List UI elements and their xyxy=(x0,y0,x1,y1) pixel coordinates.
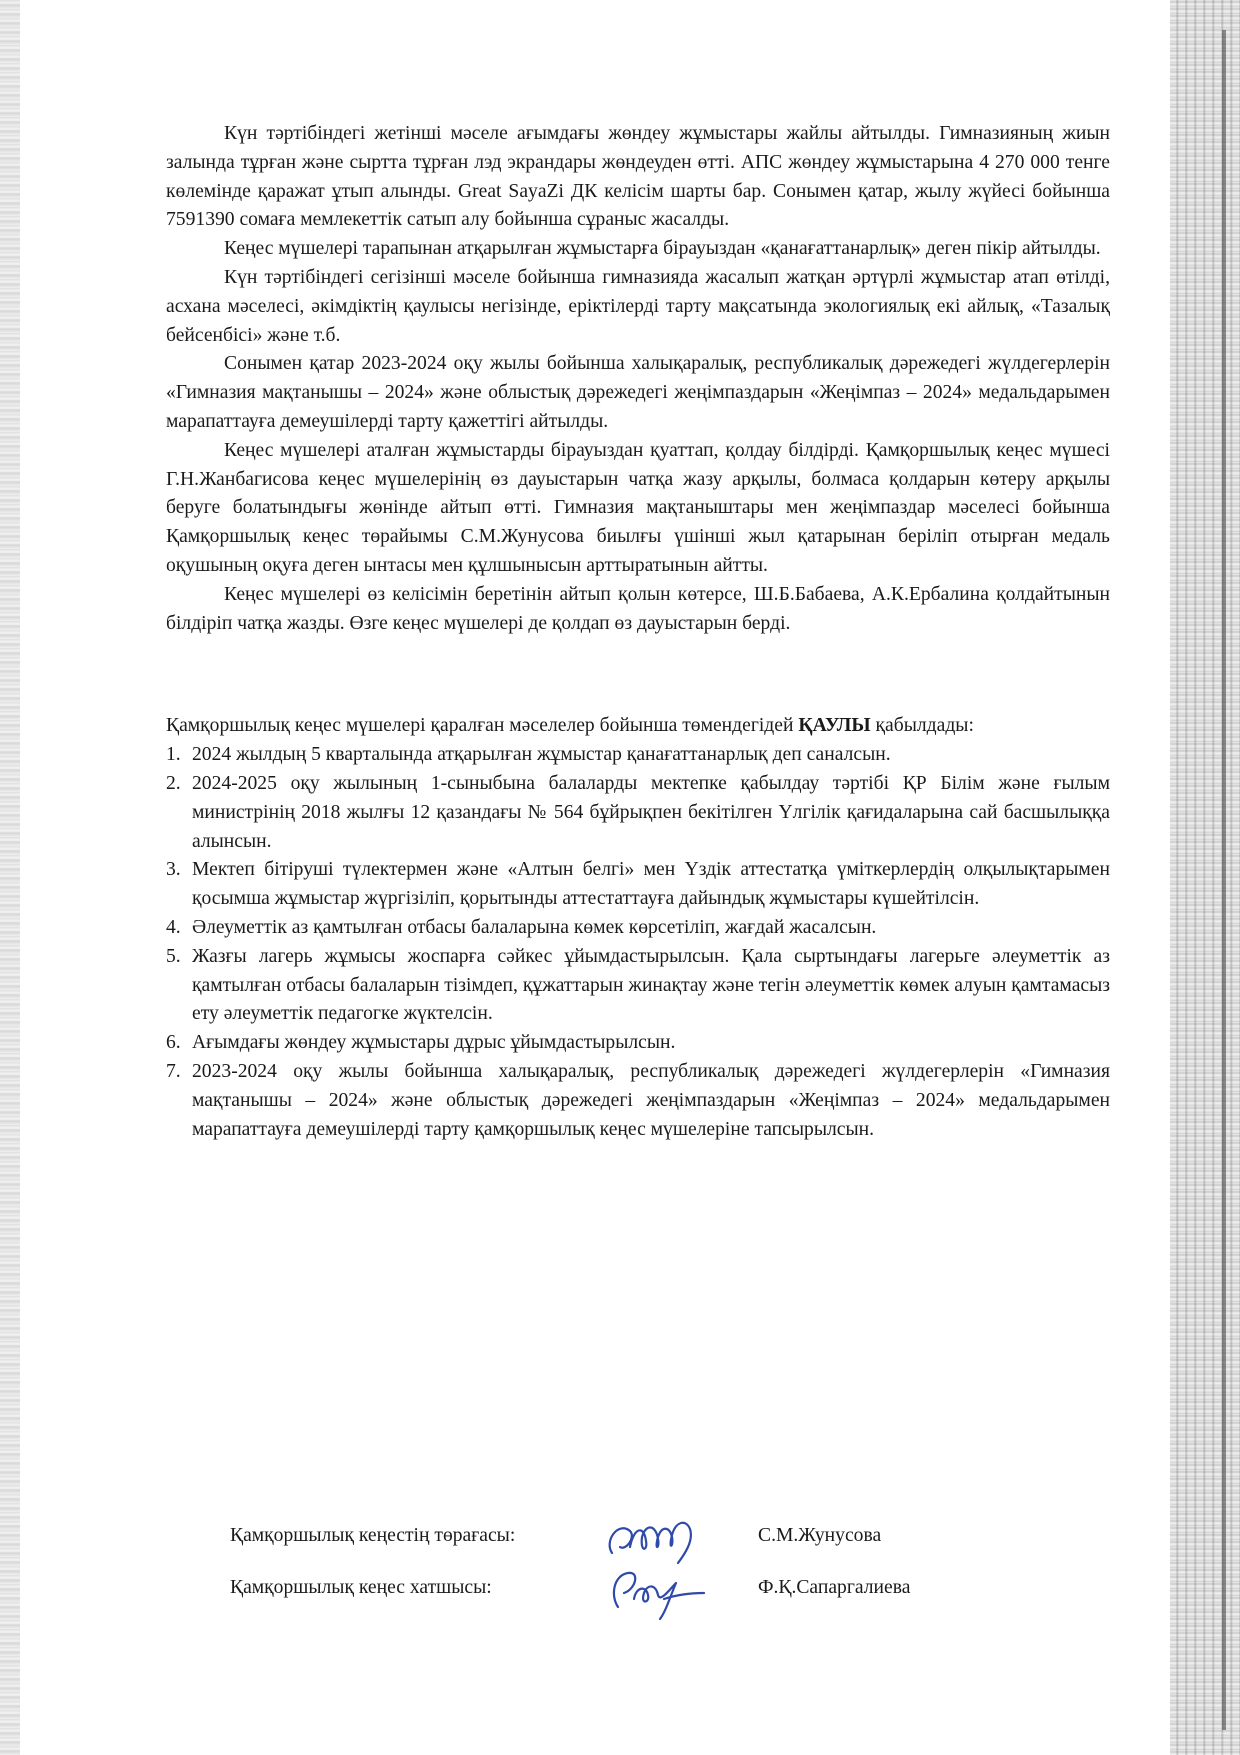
item-number: 2. xyxy=(166,772,181,794)
signature-row-secretary xyxy=(230,1577,990,1629)
item-number: 7. xyxy=(166,1060,181,1082)
paragraph-voting: Кеңес мүшелері өз келісімін беретінін айтып қолын көтерсе, Ш.Б.Бабаева, А.К.Ербалина қолдайтынын білдіріп чатқа жазды. Өзге кеңес мүшелері де қолдап өз дауыстарын берді. xyxy=(166,583,1110,634)
item-number: 1. xyxy=(166,744,181,766)
paragraph-support: Кеңес мүшелері аталған жұмыстарды бірауыздан қуаттап, қолдау білдірді. Қамқоршылық кеңес мүшесі Г.Н.Жанбагисова кеңес мүшелерінің өз дауыстарын чатқа жазу арқылы, болмаса қолдарын көтеру арқылы беруге болатындығы жөнінде айтып өтті. Гимназия мақтаныштары мен жеңімпаздар мәселесі бойынша Қамқоршылық кеңес төрайымы С.М.Жунусова биылғы үшінші жыл қатарынан беріліп отырған медаль оқушының оқуға деген ынтасы мен құлшынысын арттыратынын айтты. xyxy=(166,439,1110,576)
paragraph-eighth-item: Күн тәртібіндегі сегізінші мәселе бойынша гимназияда жасалып жатқан әртүрлі жұмыстар атап өтілді, асхана мәселесі, әкімдіктің қаулысы негізінде, еріктілерді тарту мақсатында экологиялық екі айлық, «Тазалық бейсенбісі» және т.б. xyxy=(166,266,1110,346)
item-text: Ағымдағы жөндеу жұмыстары дұрыс ұйымдастырылсын. xyxy=(192,1032,676,1054)
resolution-item xyxy=(166,1029,1110,1058)
item-text: 2023-2024 оқу жылы бойынша халықаралық, республикалық дәрежедегі жүлдегерлерін «Гимназия мақтанышы – 2024» және облыстық дәрежедегі жеңімпаздарын «Жеңімпаз – 2024» медальдарымен марапаттауға демеушілерді тарту қамқоршылық кеңес мүшелеріне тапсырылсын. xyxy=(192,1060,1110,1140)
item-number: 4. xyxy=(166,916,181,938)
item-number: 5. xyxy=(166,945,181,967)
resolution-item xyxy=(166,943,1110,1029)
item-text: 2024 жылдың 5 кварталында атқарылған жұмыстар қанағаттанарлық деп саналсын. xyxy=(192,744,891,766)
item-number: 3. xyxy=(166,859,181,881)
secretary-role: Қамқоршылық кеңес хатшысы: xyxy=(230,1577,492,1598)
paragraph-repair: Күн тәртібіндегі жетінші мәселе ағымдағы жөндеу жұмыстары жайлы айтылды. Гимназияның жиын залында тұрған және сыртта тұрған лэд экрандары жөндеуден өтті. АПС жөндеу жұмыстарына 4 270 000 тенге көлемінде қаражат ұтып алынды. Great SayaZi ДК келісім шарты бар. Сонымен қатар, жылу жүйесі бойынша 7591390 сомаға мемлекеттік сатып алу бойынша сұраныс жасалды. xyxy=(166,123,1110,231)
secretary-signature xyxy=(600,1559,720,1623)
spacer xyxy=(166,638,1110,712)
resolution-heading: ҚАУЛЫ xyxy=(798,715,871,737)
scan-edge-right xyxy=(1170,0,1240,1755)
scan-edge-left xyxy=(0,0,20,1755)
item-text: Әлеуметтік аз қамтылған отбасы балаларына көмек көрсетіліп, жағдай жасалсын. xyxy=(192,916,877,938)
chair-role: Қамқоршылық кеңестің төрағасы: xyxy=(230,1525,516,1546)
signature-block xyxy=(230,1525,990,1629)
chair-name: С.М.Жунусова xyxy=(758,1525,882,1546)
resolution-item xyxy=(166,770,1110,856)
secretary-name: Ф.Қ.Сапаргалиева xyxy=(758,1577,911,1598)
item-text: Жазғы лагерь жұмысы жоспарға сәйкес ұйымдастырылсын. Қала сыртындағы лагерьге әлеуметтік аз қамтылған отбасы балаларын тізімдеп, құжаттарын жинақтау және тегін әлеуметтік көмек алуын қамтамасыз ету әлеуметтік педагогке жүктелсін. xyxy=(192,945,1110,1025)
item-number: 6. xyxy=(166,1032,181,1054)
resolution-item xyxy=(166,741,1110,770)
resolution-item xyxy=(166,856,1110,914)
resolution-list xyxy=(166,741,1110,1144)
resolution-intro xyxy=(166,712,1110,741)
item-text: 2024-2025 оқу жылының 1-сыныбына балаларды мектепке қабылдау тәртібі ҚР Білім және ғылым министрінің 2018 жылғы 12 қазандағы № 564 бұйрықпен бекітілген Үлгілік қағидаларына сай басшылыққа алынсын. xyxy=(192,772,1110,852)
scan-edge-line xyxy=(1222,30,1226,1730)
resolution-intro-text: Қамқоршылық кеңес мүшелері қаралған мәселелер бойынша төмендегідей xyxy=(166,715,799,737)
resolution-intro-end: қабылдады: xyxy=(870,715,974,737)
item-text: Мектеп бітіруші түлектермен және «Алтын белгі» мен Үздік аттестатқа үміткерлердің олқылықтарымен қосымша жұмыстар жүргізіліп, қорытынды аттестаттауға дайындық жұмыстары күшейтілсін. xyxy=(192,859,1110,910)
paragraph-opinion: Кеңес мүшелері тарапынан атқарылған жұмыстарға бірауыздан «қанағаттанарлық» деген пікір айтылды. xyxy=(224,238,1101,260)
paragraph-medals: Сонымен қатар 2023-2024 оқу жылы бойынша халықаралық, республикалық дәрежедегі жүлдегерлерін «Гимназия мақтанышы – 2024» және облыстық дәрежедегі жеңімпаздарын «Жеңімпаз – 2024» медальдарымен марапаттауға демеушілерді тарту қажеттігі айтылды. xyxy=(166,353,1110,432)
document-body xyxy=(166,120,1110,1144)
resolution-item xyxy=(166,914,1110,943)
resolution-item xyxy=(166,1058,1110,1144)
